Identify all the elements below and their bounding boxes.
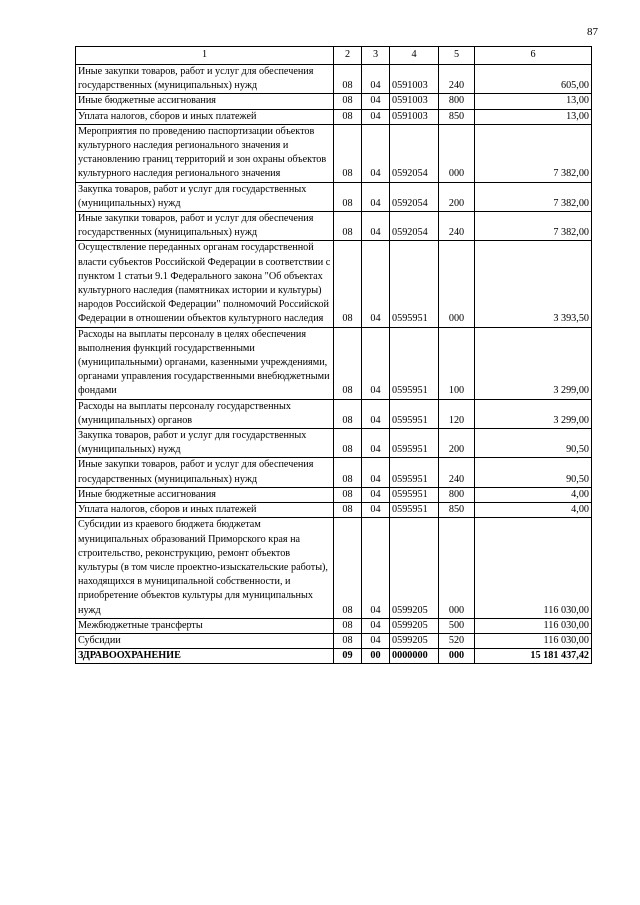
row-section-cell: 08	[334, 124, 362, 182]
table-row	[76, 458, 592, 487]
table-row	[76, 94, 592, 109]
table-row	[76, 503, 592, 518]
row-subsection-cell: 04	[362, 65, 390, 94]
row-name-cell: Уплата налогов, сборов и иных платежей	[76, 109, 334, 124]
row-target-article-cell: 0599205	[390, 518, 439, 618]
row-subsection-cell: 04	[362, 327, 390, 399]
row-name-cell: Иные бюджетные ассигнования	[76, 487, 334, 502]
row-section-cell: 08	[334, 65, 362, 94]
row-name-cell: Мероприятия по проведению паспортизации объектов культурного наследия регионального значения и установлению границ территорий и зон охраны объектов культурного наследия регионального значения	[76, 124, 334, 182]
row-section-cell: 08	[334, 327, 362, 399]
row-section-cell: 08	[334, 518, 362, 618]
row-amount-cell: 13,00	[475, 109, 592, 124]
row-section-cell: 08	[334, 109, 362, 124]
row-name-cell: Иные закупки товаров, работ и услуг для обеспечения государственных (муниципальных) нужд	[76, 65, 334, 94]
row-subsection-cell: 04	[362, 503, 390, 518]
header-cell: 2	[334, 47, 362, 65]
header-cell: 3	[362, 47, 390, 65]
row-target-article-cell: 0591003	[390, 65, 439, 94]
row-target-article-cell: 0595951	[390, 241, 439, 327]
table-row	[76, 182, 592, 211]
row-subsection-cell: 04	[362, 182, 390, 211]
row-amount-cell: 3 299,00	[475, 327, 592, 399]
header-row	[76, 47, 592, 65]
row-section-cell: 08	[334, 399, 362, 428]
row-name-cell: Иные закупки товаров, работ и услуг для обеспечения государственных (муниципальных) нужд	[76, 458, 334, 487]
row-name-cell: Закупка товаров, работ и услуг для государственных (муниципальных) нужд	[76, 182, 334, 211]
table-row	[76, 633, 592, 648]
table-row	[76, 618, 592, 633]
row-target-article-cell: 0592054	[390, 212, 439, 241]
row-target-article-cell: 0591003	[390, 109, 439, 124]
row-subsection-cell: 04	[362, 399, 390, 428]
row-amount-cell: 3 299,00	[475, 399, 592, 428]
table-row	[76, 518, 592, 618]
row-name-cell: Межбюджетные трансферты	[76, 618, 334, 633]
header-cell: 4	[390, 47, 439, 65]
row-expense-type-cell: 000	[439, 241, 475, 327]
table-row	[76, 327, 592, 399]
row-expense-type-cell: 240	[439, 212, 475, 241]
table-row	[76, 429, 592, 458]
row-target-article-cell: 0595951	[390, 487, 439, 502]
row-target-article-cell: 0595951	[390, 327, 439, 399]
row-subsection-cell: 04	[362, 124, 390, 182]
row-section-cell: 08	[334, 429, 362, 458]
row-subsection-cell: 04	[362, 241, 390, 327]
table-row	[76, 109, 592, 124]
row-expense-type-cell: 240	[439, 65, 475, 94]
row-expense-type-cell: 100	[439, 327, 475, 399]
row-expense-type-cell: 000	[439, 124, 475, 182]
table-row	[76, 487, 592, 502]
budget-table	[75, 46, 592, 664]
row-amount-cell: 116 030,00	[475, 518, 592, 618]
row-expense-type-cell: 200	[439, 429, 475, 458]
row-subsection-cell: 00	[362, 649, 390, 664]
row-amount-cell: 116 030,00	[475, 633, 592, 648]
row-section-cell: 08	[334, 618, 362, 633]
row-amount-cell: 7 382,00	[475, 124, 592, 182]
table-row	[76, 212, 592, 241]
row-amount-cell: 3 393,50	[475, 241, 592, 327]
row-target-article-cell: 0595951	[390, 399, 439, 428]
page-number: 87	[587, 26, 598, 38]
row-amount-cell: 4,00	[475, 503, 592, 518]
table-row	[76, 241, 592, 327]
row-target-article-cell: 0595951	[390, 429, 439, 458]
row-name-cell: ЗДРАВООХРАНЕНИЕ	[76, 649, 334, 664]
row-amount-cell: 7 382,00	[475, 212, 592, 241]
row-amount-cell: 605,00	[475, 65, 592, 94]
row-expense-type-cell: 000	[439, 649, 475, 664]
table-row	[76, 649, 592, 664]
row-section-cell: 08	[334, 182, 362, 211]
row-subsection-cell: 04	[362, 633, 390, 648]
row-section-cell: 08	[334, 241, 362, 327]
row-name-cell: Уплата налогов, сборов и иных платежей	[76, 503, 334, 518]
row-expense-type-cell: 850	[439, 503, 475, 518]
row-name-cell: Расходы на выплаты персоналу в целях обеспечения выполнения функций государственными (муниципальными) органами, казенными учреждениями, органами управления государственными внебюджетными фондами	[76, 327, 334, 399]
row-target-article-cell: 0592054	[390, 124, 439, 182]
row-expense-type-cell: 000	[439, 518, 475, 618]
row-amount-cell: 15 181 437,42	[475, 649, 592, 664]
row-name-cell: Иные бюджетные ассигнования	[76, 94, 334, 109]
header-cell: 6	[475, 47, 592, 65]
row-subsection-cell: 04	[362, 94, 390, 109]
row-expense-type-cell: 800	[439, 94, 475, 109]
row-subsection-cell: 04	[362, 109, 390, 124]
row-name-cell: Иные закупки товаров, работ и услуг для обеспечения государственных (муниципальных) нужд	[76, 212, 334, 241]
row-target-article-cell: 0595951	[390, 503, 439, 518]
row-subsection-cell: 04	[362, 518, 390, 618]
row-name-cell: Осуществление переданных органам государственной власти субъектов Российской Федерации в соответствии с пунктом 1 статьи 9.1 Федерального закона "Об объектах культурного наследия (памятниках истории и культуры) народов Российской Федерации" полномочий Российской Федерации в отношении объектов культурного наследия	[76, 241, 334, 327]
row-name-cell: Закупка товаров, работ и услуг для государственных (муниципальных) нужд	[76, 429, 334, 458]
row-subsection-cell: 04	[362, 429, 390, 458]
row-amount-cell: 90,50	[475, 429, 592, 458]
row-expense-type-cell: 120	[439, 399, 475, 428]
row-target-article-cell: 0591003	[390, 94, 439, 109]
row-target-article-cell: 0000000	[390, 649, 439, 664]
row-section-cell: 08	[334, 212, 362, 241]
row-subsection-cell: 04	[362, 487, 390, 502]
row-subsection-cell: 04	[362, 458, 390, 487]
row-subsection-cell: 04	[362, 212, 390, 241]
row-amount-cell: 13,00	[475, 94, 592, 109]
table-row	[76, 124, 592, 182]
row-expense-type-cell: 850	[439, 109, 475, 124]
row-amount-cell: 90,50	[475, 458, 592, 487]
row-section-cell: 08	[334, 503, 362, 518]
row-expense-type-cell: 800	[439, 487, 475, 502]
header-cell: 1	[76, 47, 334, 65]
row-section-cell: 08	[334, 458, 362, 487]
table-row	[76, 399, 592, 428]
header-cell: 5	[439, 47, 475, 65]
row-expense-type-cell: 500	[439, 618, 475, 633]
row-name-cell: Расходы на выплаты персоналу государственных (муниципальных) органов	[76, 399, 334, 428]
row-section-cell: 08	[334, 94, 362, 109]
row-name-cell: Субсидии из краевого бюджета бюджетам муниципальных образований Приморского края на строительство, реконструкцию, ремонт объектов культуры (в том числе проектно-изыскательские работы), находящихся в муниципальной собственности, и приобретение объектов культуры для муниципальных нужд	[76, 518, 334, 618]
row-target-article-cell: 0599205	[390, 633, 439, 648]
row-subsection-cell: 04	[362, 618, 390, 633]
row-name-cell: Субсидии	[76, 633, 334, 648]
row-expense-type-cell: 200	[439, 182, 475, 211]
row-amount-cell: 116 030,00	[475, 618, 592, 633]
row-section-cell: 08	[334, 487, 362, 502]
table-row	[76, 65, 592, 94]
row-amount-cell: 7 382,00	[475, 182, 592, 211]
row-target-article-cell: 0595951	[390, 458, 439, 487]
row-section-cell: 08	[334, 633, 362, 648]
row-target-article-cell: 0599205	[390, 618, 439, 633]
row-expense-type-cell: 520	[439, 633, 475, 648]
row-amount-cell: 4,00	[475, 487, 592, 502]
row-target-article-cell: 0592054	[390, 182, 439, 211]
row-expense-type-cell: 240	[439, 458, 475, 487]
row-section-cell: 09	[334, 649, 362, 664]
